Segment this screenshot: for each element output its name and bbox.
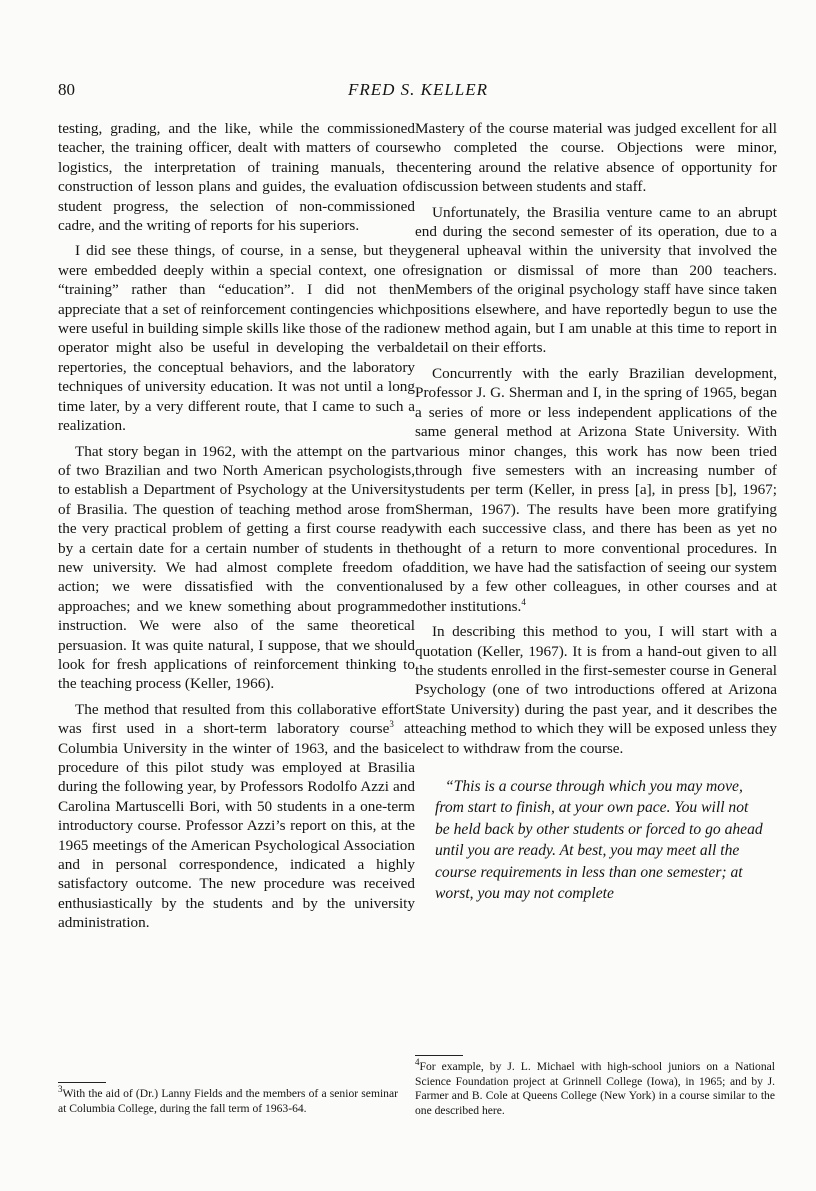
paragraph: I did see these things, of course, in a sense, but they were embedded deeply within a special context, one of “training” rather than “education”. I did not then appreciate that a set of reinforcement contingencies which were useful in building simple skills like those of the radio operator might also be useful in developing the verbal repertories, the conceptual behaviors, and the laboratory techniques of university education. It was not until a long time later, by a very different route, that I came to such a realization. xyxy=(58,242,415,435)
block-quote: “This is a course through which you may move, from start to finish, at your own pace. You will not be held back by other students or forced to go ahead until you are ready. At best, you may meet all the course requirements in less than one semester; at worst, you may not complete xyxy=(435,778,763,903)
footnote-mark: 4 xyxy=(415,1057,420,1068)
footnote-3 xyxy=(58,1084,398,1116)
footnote-ref: 4 xyxy=(521,596,526,607)
paragraph: Unfortunately, the Brasilia venture came to an abrupt end during the second semester of its operation, due to a general upheaval within the university that involved the resignation or dismissal of more than 200 teachers. Members of the original psychology staff have since taken positions elsewhere, and have reportedly begun to use the new method again, but I am unable at this time to report in detail on their efforts. xyxy=(415,203,777,357)
footnote-rule xyxy=(58,1082,106,1083)
footnote-ref: 3 xyxy=(389,719,394,730)
left-column xyxy=(58,119,415,939)
footnote-mark: 3 xyxy=(58,1084,63,1095)
paragraph: testing, grading, and the like, while the commissioned teacher, the training officer, dealt with matters of course logistics, the interpretation of training manuals, the construction of lesson plans and guides, the evaluation of student progress, the selection of non-commissioned cadre, and the writing of reports for his superiors. xyxy=(58,120,415,235)
paragraph xyxy=(58,700,415,933)
paragraph: Mastery of the course material was judged excellent for all who completed the course. Objections were minor, centering around the relative absence of opportunity for discussion between students and staff. xyxy=(415,120,777,196)
paragraph: That story began in 1962, with the attempt on the part of two Brazilian and two North American psychologists, to establish a Department of Psychology at the University of Brasilia. The question of teaching method arose from the very practical problem of getting a first course ready by a certain date for a certain number of students in the new university. We had almost complete freedom of action; we were dissatisfied with the conventional approaches; and we knew something about programmed instruction. We were also of the same theoretical persuasion. It was quite natural, I suppose, that we should look for fresh applications of reinforcement thinking to the teaching process (Keller, 1966). xyxy=(58,442,415,693)
footnote-4 xyxy=(415,1057,775,1118)
footnote-text: For example, by J. L. Michael with high-school juniors on a National Science Foundation project at Grinnell College (Iowa), in 1965; and by J. Farmer and B. Cole at Queens College (New York) in a course similar to the one described here. xyxy=(415,1060,775,1117)
paragraph: In describing this method to you, I will start with a quotation (Keller, 1967). It is from a hand-out given to all the students enrolled in the first-semester course in General Psychology (one of two introductions offered at Arizona State University) during the past year, and it describes the teaching method to which they will be exposed unless they elect to withdraw from the course. xyxy=(415,623,777,757)
paragraph-text: Concurrently with the early Brazilian development, Professor J. G. Sherman and I, in the spring of 1965, began a series of more or less independent applications of the same general method at Arizona State University. With various minor changes, this work has now been tried through five semesters with an increasing number of students per term (Keller, in press [a], in press [b], 1967; Sherman, 1967). The results have been more gratifying with each successive class, and there has been as yet no thought of a return to more conventional procedures. In addition, we have had the satisfaction of seeing our system used by a few other colleagues, in other courses and at other institutions. xyxy=(415,364,777,615)
footnote-text: With the aid of (Dr.) Lanny Fields and the members of a senior seminar at Columbia College, during the fall term of 1963-64. xyxy=(58,1087,398,1115)
right-column xyxy=(415,119,777,904)
page-number: 80 xyxy=(58,80,75,99)
running-head: FRED S. KELLER xyxy=(347,80,489,99)
footnote-rule xyxy=(415,1055,463,1056)
paragraph xyxy=(415,364,777,616)
paragraph-text: The method that resulted from this collaborative effort was first used in a short-term laboratory course xyxy=(58,700,415,738)
paragraph-text: at Columbia University in the winter of 1963, and the basic procedure of this pilot study was employed at Brasilia during the following year, by Professors Rodolfo Azzi and Carolina Martuscelli Bori, with 50 students in a one-term introductory course. Professor Azzi’s report on this, at the 1965 meetings of the American Psychological Association and in personal correspondence, indicated a highly satisfactory outcome. The new procedure was received enthusiastically by the students and by the university administration. xyxy=(58,720,415,932)
